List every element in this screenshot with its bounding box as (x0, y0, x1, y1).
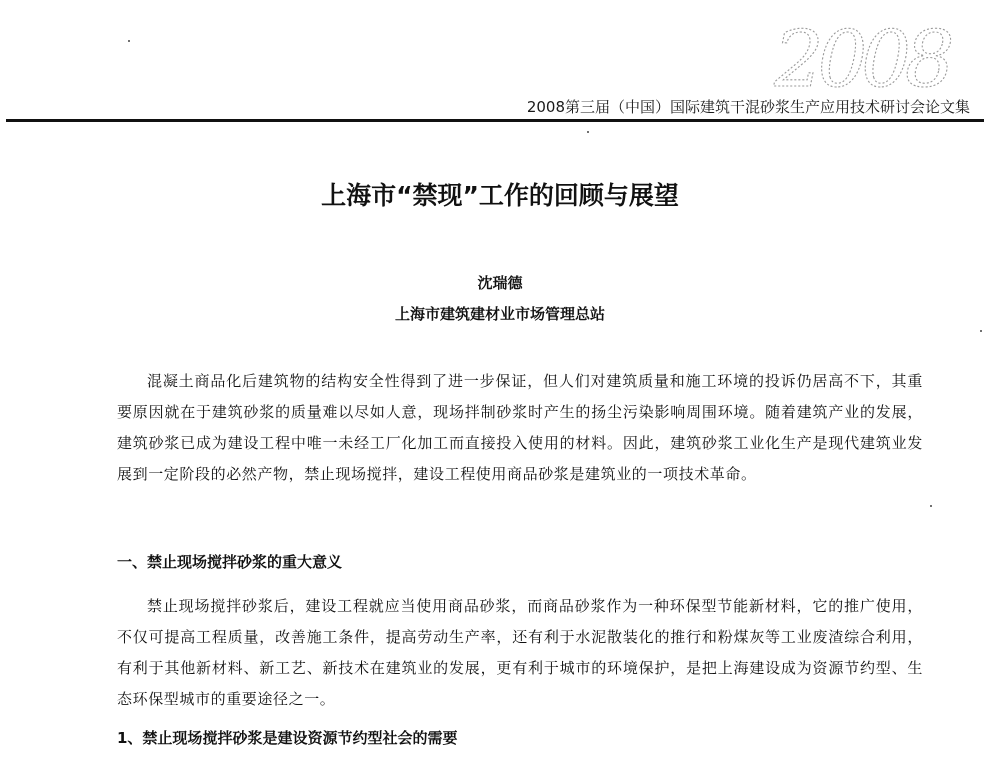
header-rule (6, 119, 984, 122)
scan-speck (980, 330, 982, 332)
article-title: 上海市“禁现”工作的回顾与展望 (321, 181, 679, 210)
section-heading: 一、禁止现场搅拌砂浆的重大意义 (117, 553, 343, 571)
intro-paragraph: 混凝土商品化后建筑物的结构安全性得到了进一步保证，但人们对建筑质量和施工环境的投诉仍居高不下，其重要原因就在于建筑砂浆的质量难以尽如人意，现场拌制砂浆时产生的扬尘污染影响周围环境。随着建筑产业的发展，建筑砂浆已成为建设工程中唯一未经工厂化加工而直接投入使用的材料。因此，建筑砂浆工业化生产是现代建筑业发展到一定阶段的必然产物，禁止现场搅拌，建设工程使用商品砂浆是建筑业的一项技术革命。 (117, 372, 923, 483)
section-paragraph: 禁止现场搅拌砂浆后，建设工程就应当使用商品砂浆，而商品砂浆作为一种环保型节能新材料，它的推广使用，不仅可提高工程质量，改善施工条件，提高劳动生产率，还有利于水泥散装化的推行和粉煤灰等工业废渣综合利用，有利于其他新材料、新工艺、新技术在建筑业的发展，更有利于城市的环境保护，是把上海建设成为资源节约型、生态环保型城市的重要途径之一。 (117, 597, 923, 708)
subsection-heading: 1、禁止现场搅拌砂浆是建设资源节约型社会的需要 (117, 729, 458, 747)
scan-speck (587, 131, 589, 133)
year-watermark-text: 2008 (774, 15, 949, 96)
author-name: 沈瑞德 (477, 274, 523, 292)
year-watermark (770, 14, 980, 96)
proceedings-header: 2008第三届（中国）国际建筑干混砂浆生产应用技术研讨会论文集 (526, 98, 970, 116)
scan-speck (930, 505, 932, 507)
scan-speck (128, 40, 130, 42)
author-affiliation: 上海市建筑建材业市场管理总站 (394, 305, 605, 323)
